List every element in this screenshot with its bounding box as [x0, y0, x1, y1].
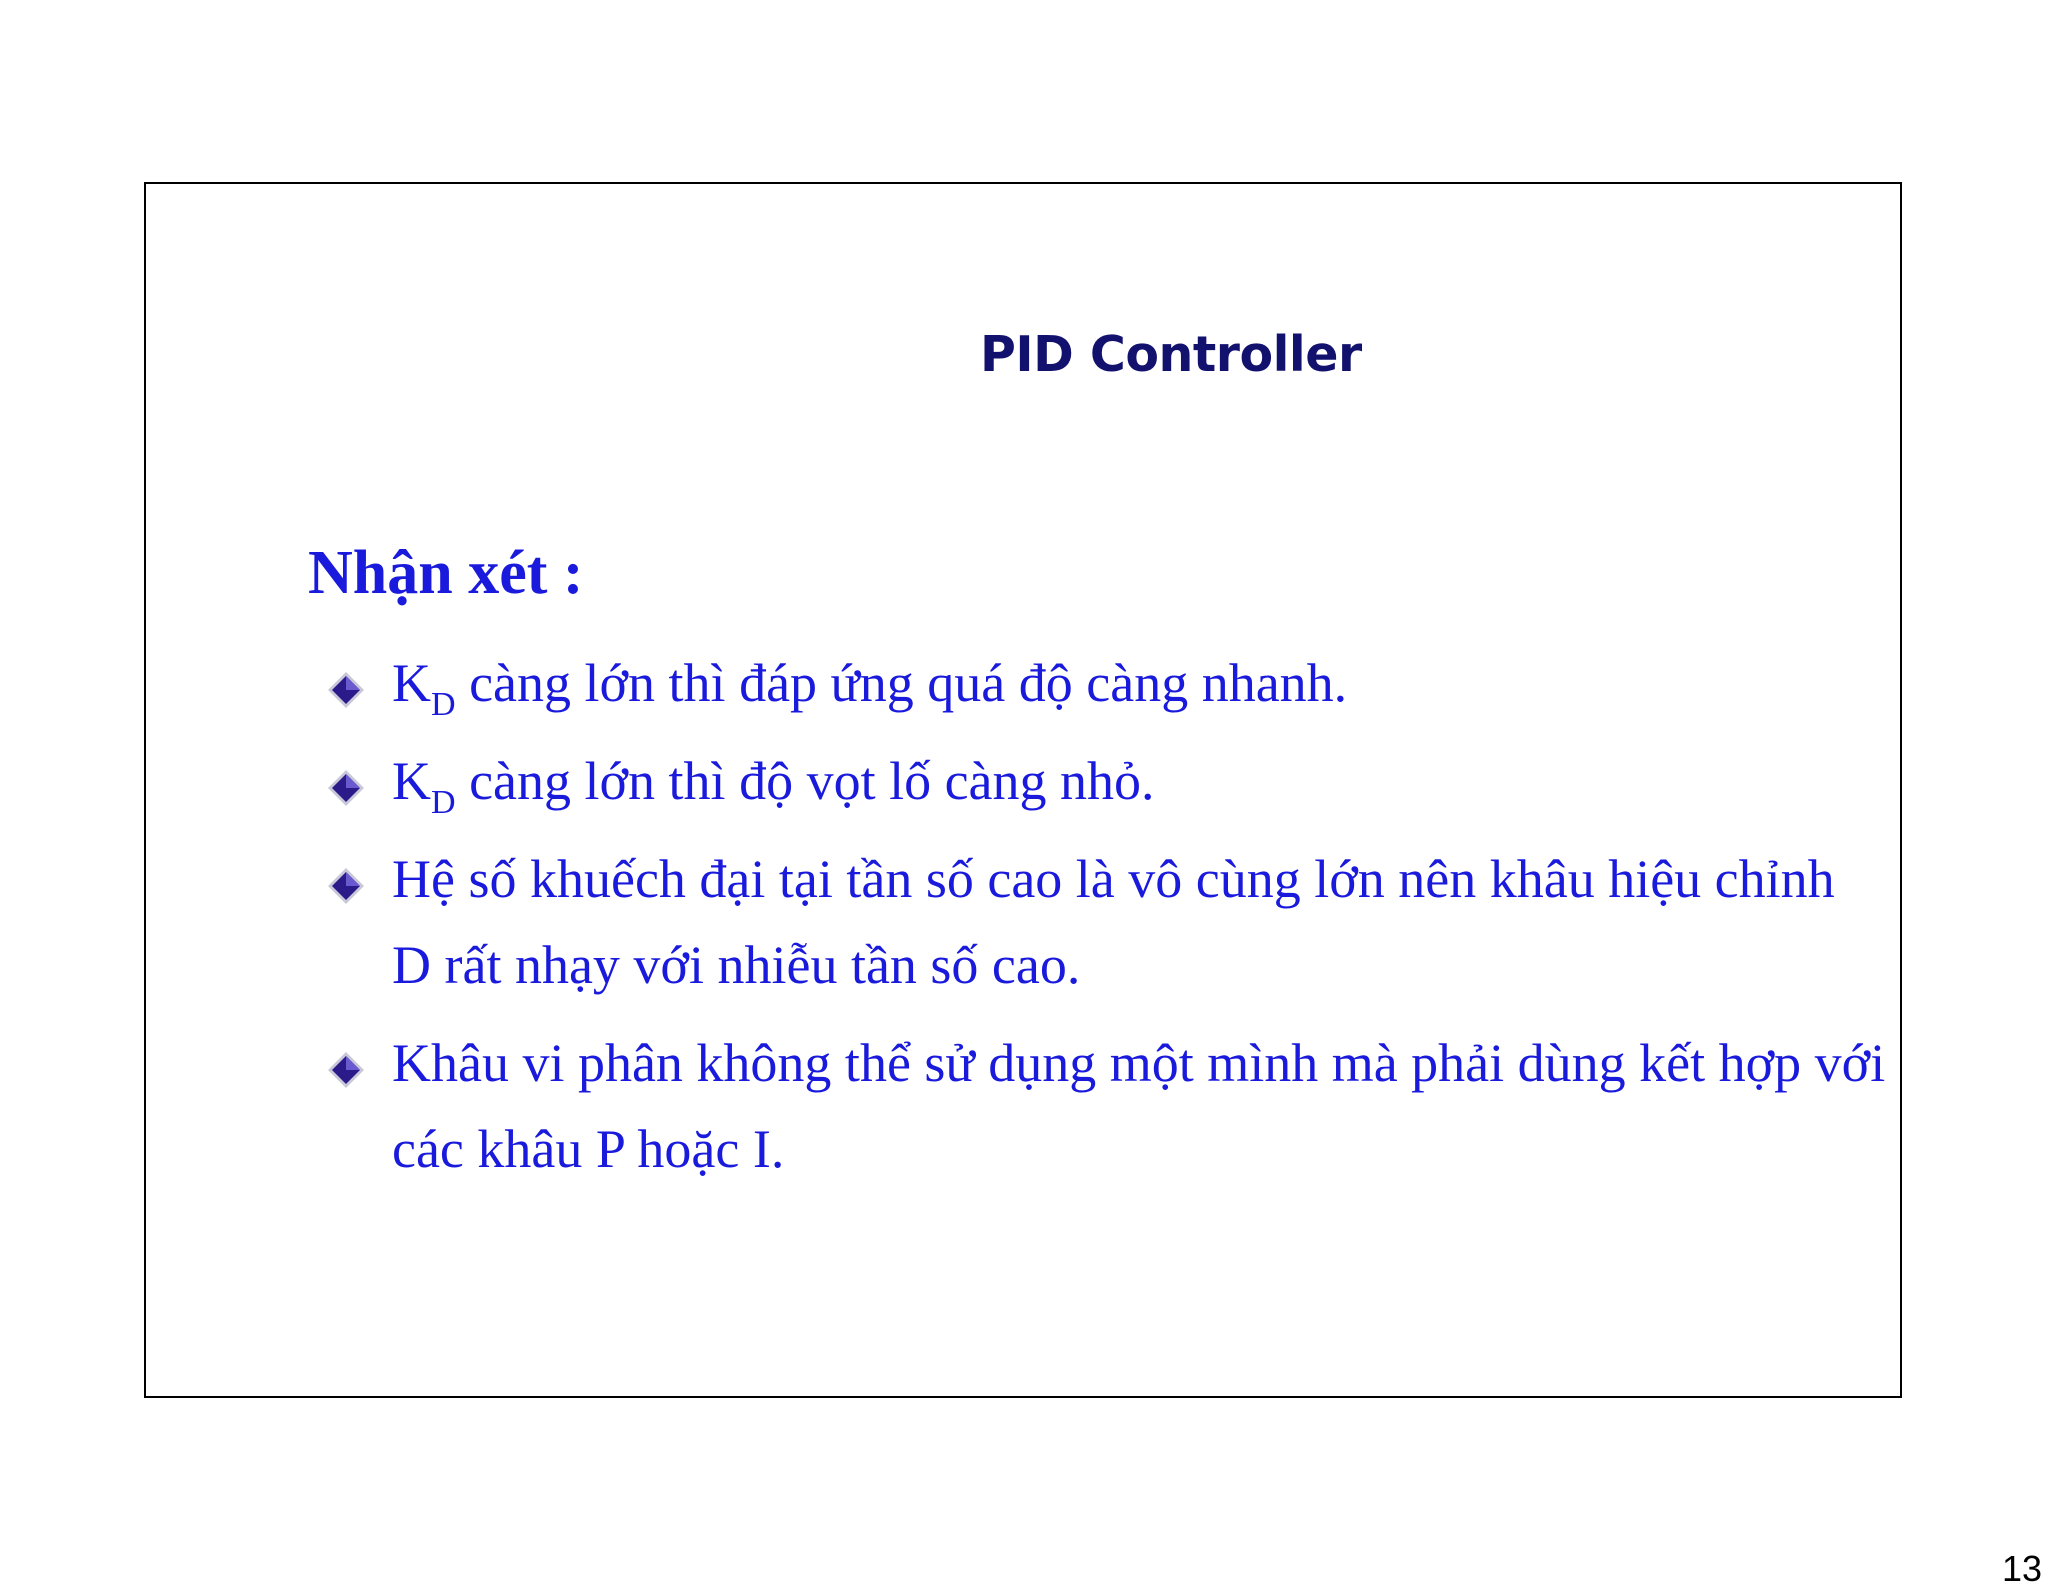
bullet-text: Hệ số khuếch đại tại tần số cao là vô cùng lớn nên khâu hiệu chỉnh D rất nhạy với nhiễu tần số cao.	[392, 849, 1835, 995]
bullet-prefix: K	[392, 751, 431, 811]
diamond-bullet-icon	[326, 866, 366, 906]
page-number: 13	[2001, 1548, 2042, 1589]
bullet-text: Khâu vi phân không thể sử dụng một mình mà phải dùng kết hợp với các khâu P hoặc I.	[392, 1033, 1886, 1179]
bullet-item-1	[326, 640, 1886, 726]
bullet-subscript: D	[431, 784, 456, 821]
diamond-bullet-icon	[326, 1050, 366, 1090]
slide-title: PID Controller	[980, 326, 1362, 383]
bullet-item-2	[326, 738, 1886, 824]
diamond-bullet-icon	[326, 768, 366, 808]
diamond-bullet-icon	[326, 670, 366, 710]
bullet-item-3	[326, 836, 1886, 1008]
bullet-list	[326, 640, 1886, 1204]
bullet-text: càng lớn thì độ vọt lố càng nhỏ.	[455, 751, 1155, 811]
bullet-text: càng lớn thì đáp ứng quá độ càng nhanh.	[455, 653, 1348, 713]
bullet-item-4	[326, 1020, 1886, 1192]
bullet-subscript: D	[431, 686, 456, 723]
bullet-prefix: K	[392, 653, 431, 713]
section-heading: Nhận xét :	[308, 539, 584, 607]
